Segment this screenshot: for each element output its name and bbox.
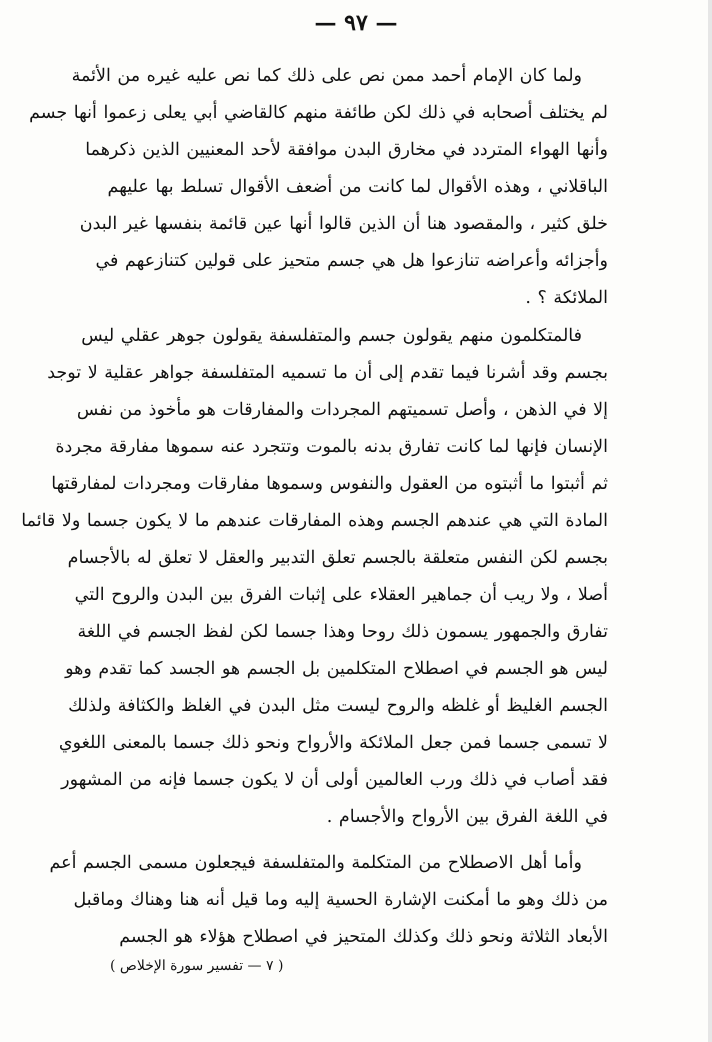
footer-signature: ( ٧ — تفسير سورة الإخلاص ) [110, 958, 284, 974]
text-line: من ذلك وهو ما أمكنت الإشارة الحسية إليه وما قيل أنه هنا وهناك وماقبل [73, 890, 608, 910]
text-line: وأجزائه وأعراضه تنازعوا هل هي جسم متحيز على قولين كتنازعهم في [95, 251, 608, 271]
text-line: خلق كثير ، والمقصود هنا أن الذين قالوا أنها عين قائمة بنفسها غير البدن [79, 214, 608, 234]
text-line: الباقلاني ، وهذه الأقوال لما كانت من أضعف الأقوال تسلط بها عليهم [107, 177, 608, 197]
text-line: الملائكة ؟ . [525, 288, 608, 308]
page-number: — ٩٧ — [314, 10, 398, 36]
text-line: ولما كان الإمام أحمد ممن نص على ذلك كما نص عليه غيره من الأئمة [71, 66, 582, 86]
text-line: أصلا ، ولا ريب أن جماهير العقلاء على إثبات الفرق بين البدن والروح التي [74, 585, 608, 605]
text-line: ليس هو الجسم في اصطلاح المتكلمين بل الجسم هو الجسد كما تقدم وهو [65, 659, 608, 679]
text-line: ثم أثبتوا ما أثبتوه من العقول والنفوس وسموها مفارقات ومجردات لمفارقتها [51, 474, 608, 494]
paragraph-1 [29, 58, 608, 317]
text-line: بجسم لكن النفس متعلقة بالجسم تعلق التدبير والعقل لا تعلق له بالأجسام [67, 548, 608, 568]
text-line: بجسم وقد أشرنا فيما تقدم إلى أن ما تسميه المتفلسفة جواهر عقلية لا توجد [47, 363, 608, 383]
text-line: وأما أهل الاصطلاح من المتكلمة والمتفلسفة فيجعلون مسمى الجسم أعم [49, 853, 582, 873]
text-line: فالمتكلمون منهم يقولون جسم والمتفلسفة يقولون جوهر عقلي ليس [81, 326, 582, 346]
text-line: إلا في الذهن ، وأصل تسميتهم المجردات والمفارقات هو مأخوذ من نفس [76, 400, 608, 420]
text-line: لا تسمى جسما فمن جعل الملائكة والأرواح ونحو ذلك جسما بالمعنى اللغوي [58, 733, 608, 753]
text-line: الإنسان فإنها لما كانت تفارق بدنه بالموت وتتجرد عنه سموها مفارقة مجردة [55, 437, 608, 457]
text-line: الجسم الغليظ أو غلظه والروح ليست مثل البدن في الغلظ والكثافة ولذلك [68, 696, 608, 716]
page-edge-divider [708, 0, 712, 1042]
text-line: لم يختلف أصحابه في ذلك لكن طائفة منهم كالقاضي أبي يعلى زعموا أنها جسم [29, 103, 608, 123]
paragraph-2 [21, 318, 608, 836]
text-line: وأنها الهواء المتردد في مخارق البدن موافقة لأحد المعنيين الذين ذكرهما [85, 140, 608, 160]
text-line: الأبعاد الثلاثة ونحو ذلك وكذلك المتحيز في اصطلاح هؤلاء هو الجسم [119, 927, 608, 947]
paragraph-3 [49, 845, 608, 956]
text-line: في اللغة الفرق بين الأرواح والأجسام . [326, 807, 608, 827]
text-line: تفارق والجمهور يسمون ذلك روحا وهذا جسما لكن لفظ الجسم في اللغة [77, 622, 608, 642]
text-line: فقد أصاب في ذلك ورب العالمين أولى أن لا يكون جسما فإنه من المشهور [61, 770, 608, 790]
text-line: المادة التي هي عندهم الجسم وهذه المفارقات عندهم ما لا يكون جسما ولا قائما [21, 511, 608, 531]
